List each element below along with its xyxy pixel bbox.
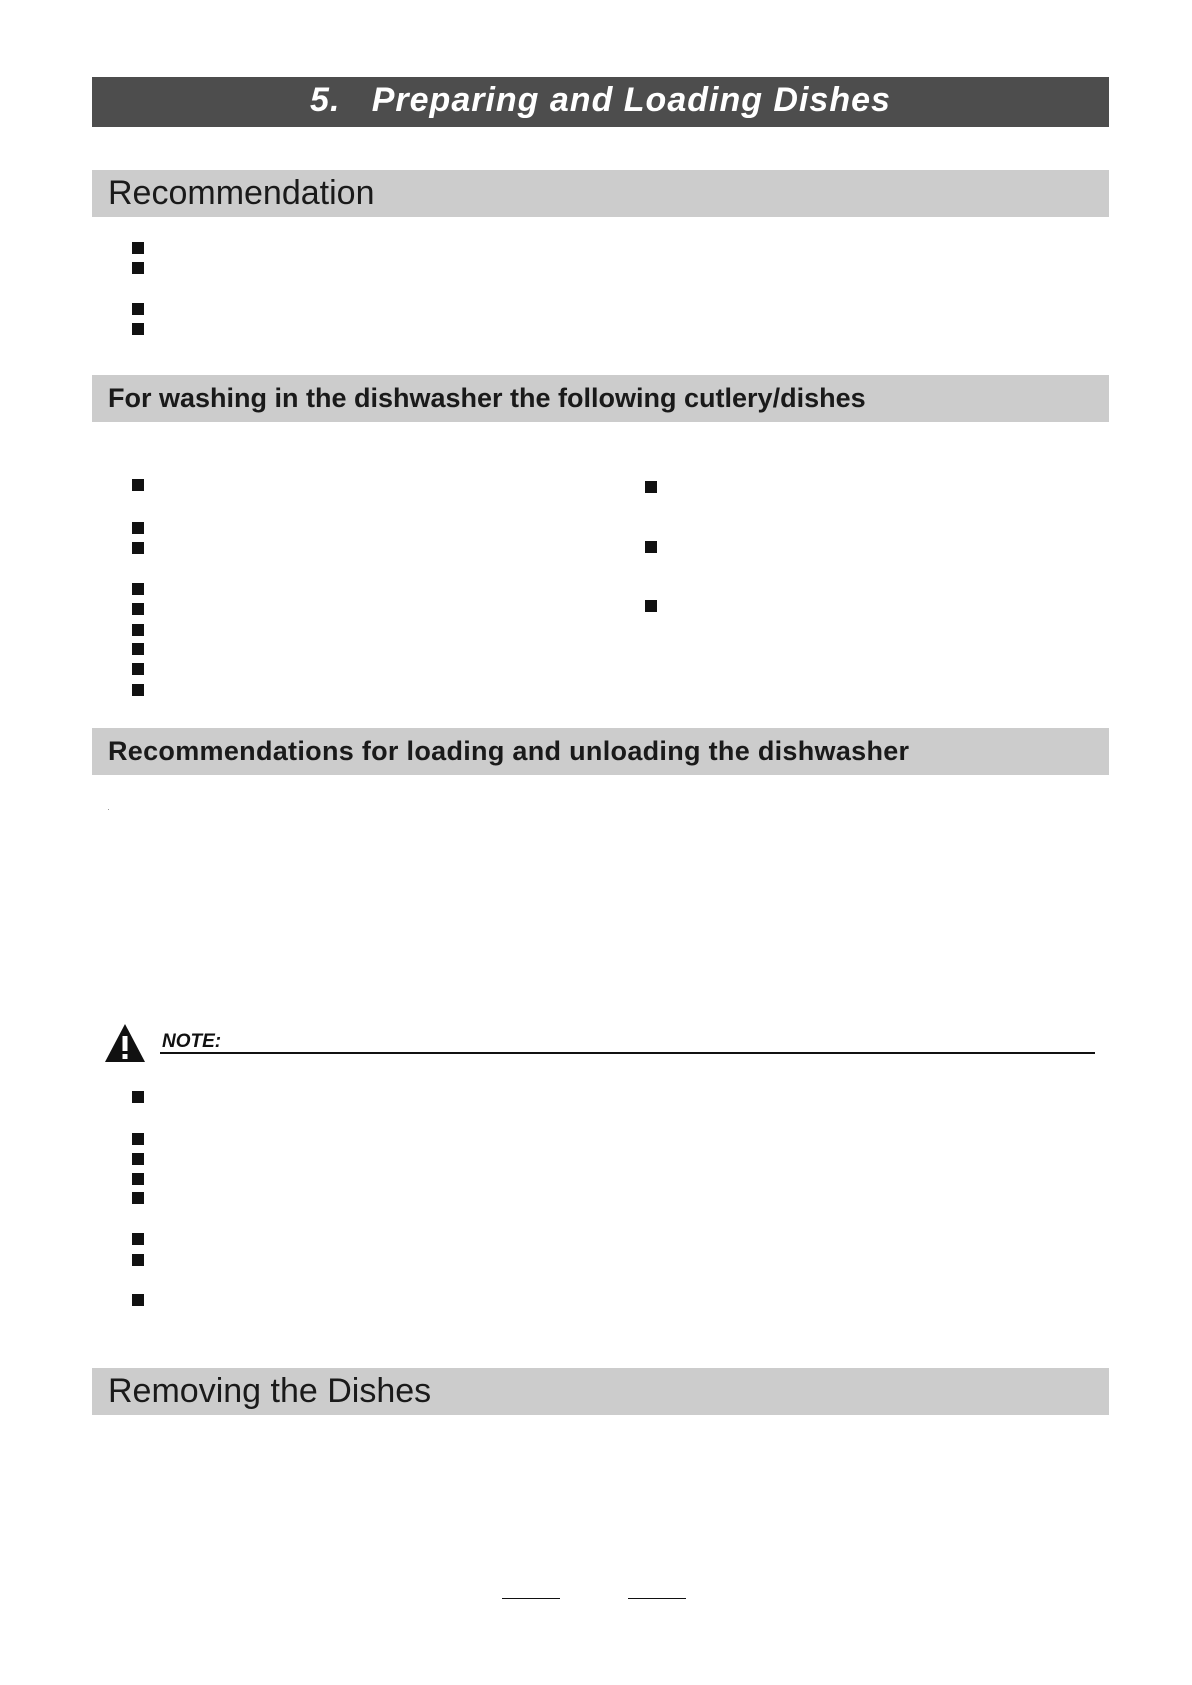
bullet-icon [132,663,144,675]
section-cutlery-title: For washing in the dishwasher the following cutlery/dishes [108,383,866,413]
bullet-icon [132,323,144,335]
bullet-icon [132,583,144,595]
bullet-icon [645,541,657,553]
bullet-icon [132,684,144,696]
bullet-icon [132,542,144,554]
bullet-icon [132,1254,144,1266]
bullet-icon [132,603,144,615]
bullet-icon [132,643,144,655]
bullet-icon [132,479,144,491]
bullet-icon [132,1133,144,1145]
bullet-icon [132,624,144,636]
bullet-icon [132,1173,144,1185]
note-label: NOTE: [162,1031,222,1052]
section-loading-title: Recommendations for loading and unloading the dishwasher [108,736,910,766]
footer-rule-left [502,1598,560,1599]
page-title: 5. Preparing and Loading Dishes [92,77,1109,127]
speck [108,809,109,810]
section-loading [92,728,1109,775]
note-underline [160,1052,1095,1054]
bullet-icon [645,481,657,493]
bullet-icon [645,600,657,612]
section-removing-title: Removing the Dishes [108,1372,432,1410]
bullet-icon [132,242,144,254]
footer-rule-right [628,1598,686,1599]
bullet-icon [132,1192,144,1204]
warning-icon [104,1023,146,1063]
bullet-icon [132,1091,144,1103]
bullet-icon [132,1153,144,1165]
section-recommendation-title: Recommendation [108,174,375,212]
bullet-icon [132,1233,144,1245]
section-recommendation [92,170,1109,217]
section-removing [92,1368,1109,1415]
bullet-icon [132,522,144,534]
section-cutlery [92,375,1109,422]
bullet-icon [132,303,144,315]
bullet-icon [132,262,144,274]
bullet-icon [132,1294,144,1306]
